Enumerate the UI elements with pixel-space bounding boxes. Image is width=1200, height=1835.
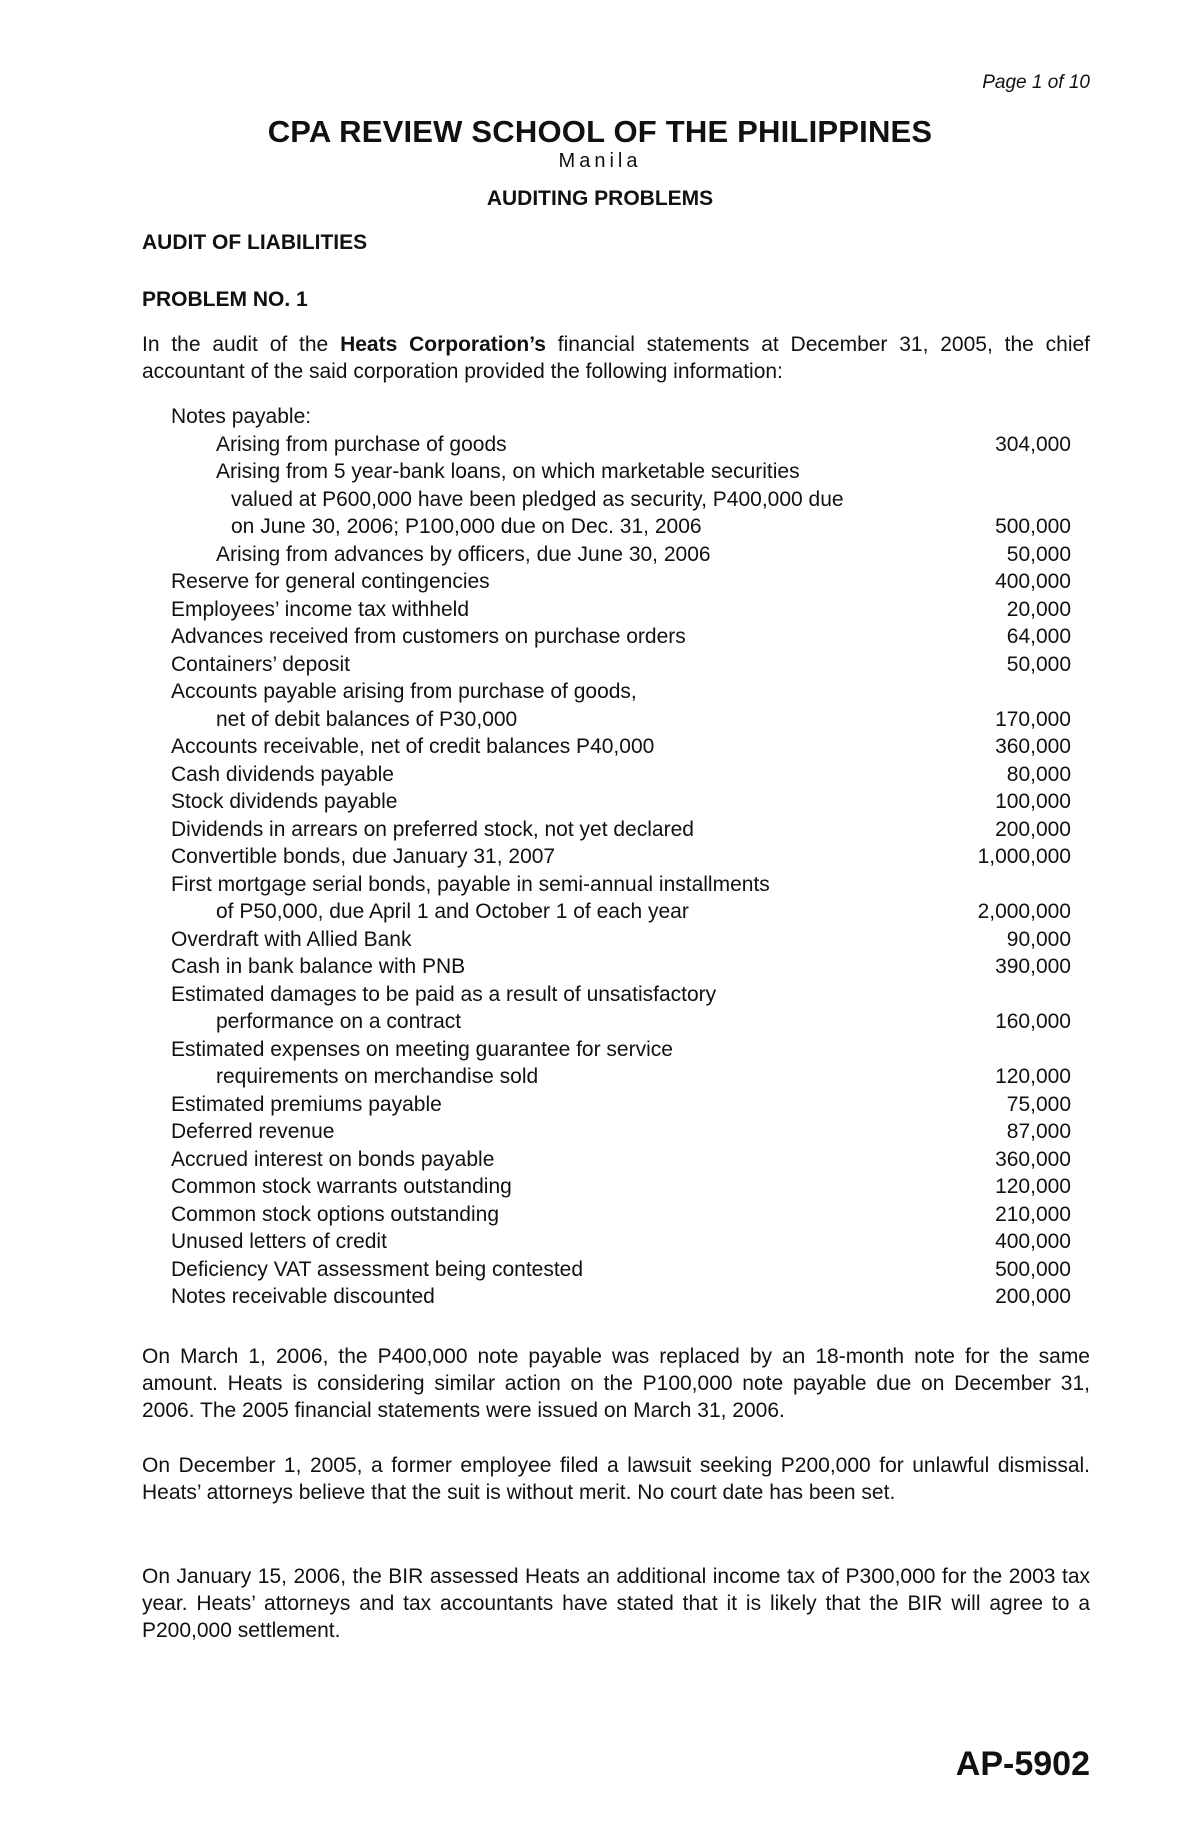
list-item [171,1008,1071,1036]
paragraph-bir-assessment: On January 15, 2006, the BIR assessed Heats an additional income tax of P300,000 for the 2003 tax year. Heats’ attorneys and tax accountants have stated that it is likely that the BIR will agree to a P200,000 settlement. [142,1565,1090,1642]
list-item [171,1118,1071,1146]
item-amount: 200,000 [995,817,1071,841]
list-item [171,1091,1071,1119]
list-item [171,1173,1071,1201]
item-amount: 120,000 [995,1065,1071,1088]
item-label: net of debit balances of P30,000 [216,707,518,731]
list-item [171,1146,1071,1174]
list-item [171,431,1071,459]
section-title: AUDIT OF LIABILITIES [142,231,368,254]
item-amount: 360,000 [995,1147,1071,1171]
list-item [171,1201,1071,1229]
item-label: Notes receivable discounted [171,1285,435,1308]
item-label: performance on a contract [216,1010,462,1033]
item-amount: 90,000 [1006,927,1071,951]
item-amount: 210,000 [995,1202,1071,1226]
item-label: Notes payable: [171,405,312,428]
item-label: Dividends in arrears on preferred stock, not yet declared [171,817,694,841]
item-label: Estimated expenses on meeting guarantee for service [171,1037,673,1061]
item-label: Estimated damages to be paid as a result of unsatisfactory [171,982,717,1006]
intro-paragraph [142,331,1090,385]
item-label: Accrued interest on bonds payable [171,1147,495,1171]
item-amount: 100,000 [995,790,1071,813]
intro-post: financial statements at December 31, 2005, the chief accountant of the said corporation provided the following information: [142,333,1091,383]
item-label: Containers’ deposit [171,652,350,676]
item-amount [931,678,1071,706]
item-amount [931,458,1071,486]
list-item [171,541,1071,569]
list-item [171,678,1071,706]
item-amount [931,871,1071,899]
item-amount [931,403,1071,431]
list-item [171,486,1071,514]
item-amount: 400,000 [995,1230,1071,1253]
list-item [171,403,1071,431]
item-label: Arising from purchase of goods [216,432,507,456]
subject-title: AUDITING PROBLEMS [486,187,714,210]
school-city: Manila [558,150,642,172]
item-label: Stock dividends payable [171,790,398,813]
list-item [171,953,1071,981]
item-label: Common stock options outstanding [171,1202,500,1226]
list-item [171,926,1071,954]
item-label: Arising from 5 year-bank loans, on which marketable securities [216,460,800,483]
item-amount: 50,000 [1006,652,1071,676]
item-label: Common stock warrants outstanding [171,1175,512,1198]
item-label: Overdraft with Allied Bank [171,927,412,951]
list-item [171,596,1071,624]
list-item [171,1256,1071,1284]
list-item [171,981,1071,1009]
list-item [171,871,1071,899]
list-item [171,1036,1071,1064]
item-amount: 120,000 [995,1175,1071,1198]
item-amount [931,981,1071,1009]
item-label: Cash in bank balance with PNB [171,955,466,978]
item-amount: 160,000 [995,1010,1071,1033]
item-label: First mortgage serial bonds, payable in semi-annual installments [171,872,770,896]
item-label: Unused letters of credit [171,1230,387,1253]
list-item [171,733,1071,761]
list-item [171,1063,1071,1091]
item-amount: 360,000 [995,735,1071,758]
item-amount: 75,000 [1006,1092,1071,1116]
problem-title: PROBLEM NO. 1 [142,288,308,311]
item-amount: 50,000 [1006,542,1071,566]
list-item [171,816,1071,844]
item-label: Estimated premiums payable [171,1092,442,1116]
item-amount [931,1036,1071,1064]
list-item [171,843,1071,871]
item-label: Cash dividends payable [171,762,394,786]
item-amount: 20,000 [1006,597,1071,621]
list-item [171,761,1071,789]
list-item [171,568,1071,596]
item-label: Arising from advances by officers, due June 30, 2006 [216,542,711,566]
item-amount: 500,000 [995,1257,1071,1281]
school-title: CPA REVIEW SCHOOL OF THE PHILIPPINES [267,114,933,149]
list-item [171,1283,1071,1311]
item-amount: 400,000 [995,570,1071,593]
item-label: Deficiency VAT assessment being contested [171,1257,584,1281]
item-amount: 1,000,000 [977,845,1071,868]
list-item [171,706,1071,734]
item-amount: 64,000 [1006,625,1071,648]
item-amount: 87,000 [1006,1120,1071,1143]
company-name: Heats Corporation’s [340,333,546,356]
item-label: Deferred revenue [171,1120,335,1143]
item-amount: 304,000 [995,432,1071,456]
item-amount: 2,000,000 [977,900,1071,923]
item-amount: 200,000 [995,1285,1071,1308]
list-item [171,513,1071,541]
paragraph-lawsuit: On December 1, 2005, a former employee filed a lawsuit seeking P200,000 for unlawful dismissal. Heats’ attorneys believe that the suit is without merit. No court date has been set. [142,1454,1090,1504]
list-item [171,1228,1071,1256]
item-amount: 80,000 [1006,762,1071,786]
item-label: valued at P600,000 have been pledged as security, P400,000 due [231,487,844,511]
list-item [171,898,1071,926]
item-label: requirements on merchandise sold [216,1065,539,1088]
item-label: Accounts payable arising from purchase of goods, [171,680,637,703]
item-label: Convertible bonds, due January 31, 2007 [171,845,556,868]
item-label: Reserve for general contingencies [171,570,490,593]
item-amount: 170,000 [995,707,1071,731]
item-amount: 500,000 [995,515,1071,538]
page-number: Page 1 of 10 [982,72,1090,93]
list-item [171,788,1071,816]
list-item [171,651,1071,679]
item-amount [931,486,1071,514]
liabilities-list [171,403,1071,1311]
item-label: on June 30, 2006; P100,000 due on Dec. 31, 2006 [231,515,702,538]
item-amount: 390,000 [995,955,1071,978]
paragraph-note-refinancing: On March 1, 2006, the P400,000 note payable was replaced by an 18-month note for the same amount. Heats is considering similar action on the P100,000 note payable due on December 31, 2006. The 2005 financial statements were issued on March 31, 2006. [142,1345,1090,1422]
item-label: Accounts receivable, net of credit balances P40,000 [171,735,655,758]
intro-pre: In the audit of the [142,333,341,356]
item-label: of P50,000, due April 1 and October 1 of each year [216,900,689,923]
item-label: Advances received from customers on purchase orders [171,625,686,648]
list-item [171,623,1071,651]
item-label: Employees’ income tax withheld [171,597,470,621]
document-code: AP-5902 [955,1745,1090,1783]
list-item [171,458,1071,486]
